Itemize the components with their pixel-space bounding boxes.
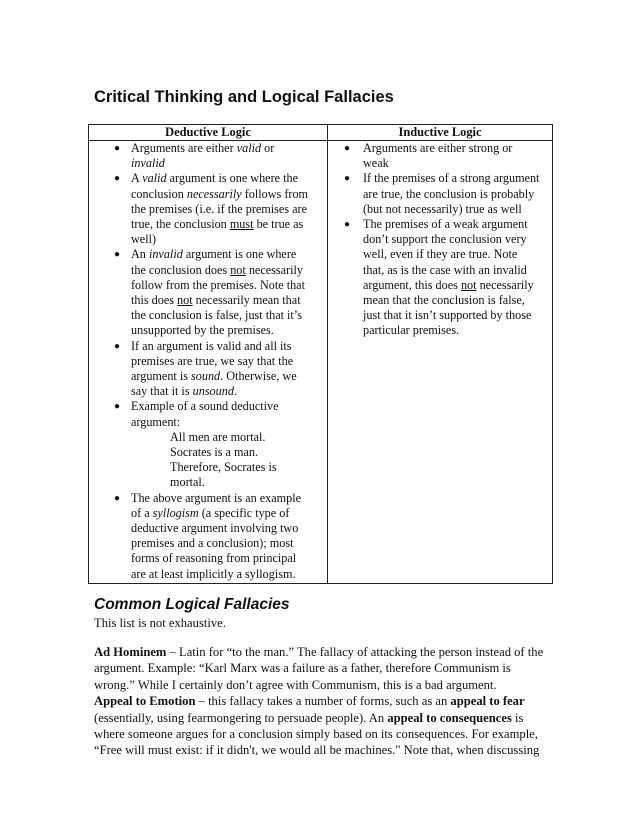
- deductive-bullet-syllogism: ● The above argument is an example of a syllogism (a specific type of deductive argument involving two premises and a conclusion); most forms of reasoning from principal are at least implicitly a syllogism.: [114, 490, 301, 581]
- deductive-bullet-invalid-definition: ● An invalid argument is one where the conclusion does not necessarily follow from the premises. Note that this does not necessarily mean that the conclusion is false, just that it’s unsupported by the premises.: [114, 247, 305, 338]
- deductive-logic-cell: [89, 141, 328, 584]
- bullet-icon: ●: [344, 173, 351, 185]
- syllogism-line: Socrates is a man.: [170, 445, 258, 460]
- inductive-bullet-strong-argument: ● If the premises of a strong argument are true, the conclusion is probably (but not necessarily) true as well: [344, 171, 540, 216]
- deductive-bullet-example: ● Example of a sound deductive argument: All men are mortal. Socrates is a man. Therefore, Socrates is mortal.: [89, 399, 327, 490]
- syllogism-line: mortal.: [170, 475, 205, 490]
- bullet-icon: ●: [114, 143, 121, 154]
- section-note: This list is not exhaustive.: [94, 616, 226, 630]
- syllogism-line: Therefore, Socrates is: [170, 460, 277, 475]
- section-heading: Common Logical Fallacies: [94, 596, 290, 613]
- inductive-logic-header: Inductive Logic: [328, 125, 553, 141]
- fallacies-body: [94, 644, 550, 759]
- bullet-icon: ●: [344, 219, 351, 231]
- deductive-bullet-list: [89, 141, 327, 582]
- deductive-logic-header: Deductive Logic: [89, 125, 328, 141]
- fallacy-ad-hominem: Ad Hominem – Latin for “to the man.” The fallacy of attacking the person instead of the argument. Example: “Karl Marx was a failure as a father, therefore Communism is wrong.” While I certainly don’t agree with Communism, this is a bad argument.: [94, 645, 544, 692]
- table-body-row: [89, 141, 553, 584]
- bullet-icon: ●: [114, 173, 121, 185]
- fallacy-appeal-to-emotion: Appeal to Emotion – this fallacy takes a number of forms, such as an appeal to fear (essentially, using fearmongering to persuade people). An appeal to consequences is where someone argues for a conclusion simply based on its consequences. For example, “Free will must exist: if it didn't, we would all be machines." Note that, when discussing: [94, 694, 540, 758]
- bullet-icon: ●: [114, 340, 121, 352]
- inductive-bullet-list: [328, 141, 552, 339]
- document-title: Critical Thinking and Logical Fallacies: [94, 88, 394, 106]
- bullet-icon: ●: [114, 401, 121, 413]
- bullet-icon: ●: [114, 492, 121, 504]
- inductive-bullet-weak-argument: ● The premises of a weak argument don’t support the conclusion very well, even if they are true. Note that, as is the case with an invalid argument, this does not necessarily mean that the conclusion is false, just that it isn’t supported by those particular premises.: [344, 217, 534, 338]
- bullet-icon: ●: [344, 143, 351, 154]
- fallacy-term: appeal to consequences: [387, 710, 512, 725]
- bullet-icon: ●: [114, 249, 121, 261]
- fallacy-term: Appeal to Emotion: [94, 694, 196, 709]
- fallacy-term: Ad Hominem: [94, 645, 167, 659]
- syllogism-line: All men are mortal.: [170, 429, 266, 444]
- logic-comparison-table: [88, 124, 553, 584]
- inductive-logic-cell: [328, 141, 553, 584]
- fallacy-term: appeal to fear: [450, 694, 525, 709]
- inductive-bullet-strong-weak: ● Arguments are either strong or weak: [344, 141, 513, 171]
- table-header-row: [89, 125, 553, 141]
- deductive-bullet-valid-invalid: ● Arguments are either valid or invalid: [114, 141, 275, 171]
- deductive-bullet-sound: ● If an argument is valid and all its premises are true, we say that the argument is sound. Otherwise, we say that it is unsound.: [114, 338, 297, 399]
- deductive-bullet-valid-definition: ● A valid argument is one where the conclusion necessarily follows from the premises (i.e. if the premises are true, the conclusion must be true as well): [114, 171, 309, 247]
